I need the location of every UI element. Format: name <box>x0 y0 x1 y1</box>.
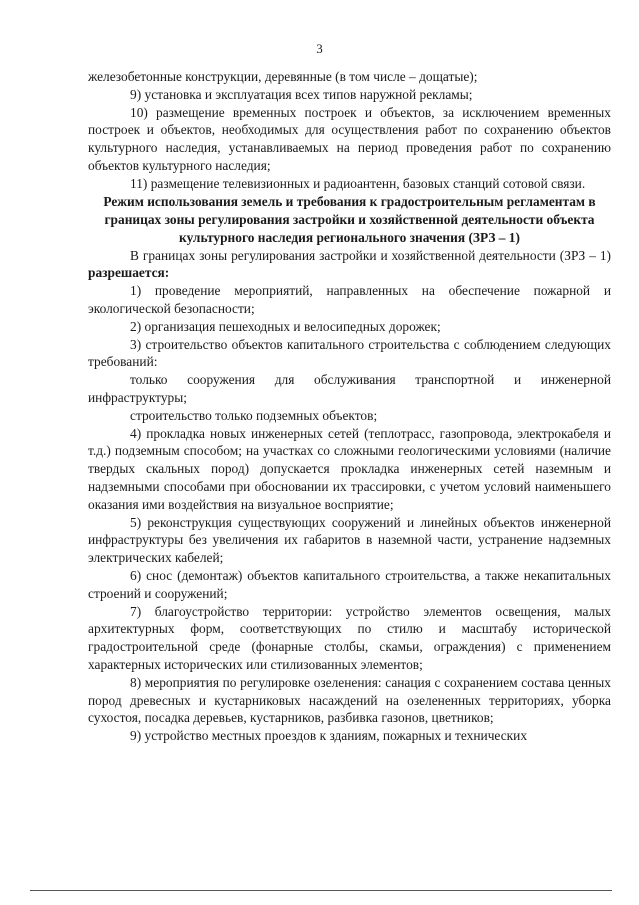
list-item: 2) организация пешеходных и велосипедных дорожек; <box>130 318 441 334</box>
list-item: 5) реконструкция существующих сооружений и линейных объектов инженерной инфраструктуры без увеличения их габаритов в наземной части, устранение надземных электрических кабелей; <box>88 514 611 566</box>
footer-divider <box>30 890 612 891</box>
paragraph: 9) установка и эксплуатация всех типов наружной рекламы; <box>130 86 473 102</box>
paragraph: 11) размещение телевизионных и радиоантенн, базовых станций сотовой связи. <box>130 175 586 191</box>
paragraph: 10) размещение временных построек и объектов, за исключением временных построек и объектов, необходимых для осуществления работ по сохранению объектов культурного наследия, устанавливаемых на период проведения работ по сохранению объектов культурного наследия; <box>88 104 611 173</box>
list-item: 1) проведение мероприятий, направленных на обеспечение пожарной и экологической безопасности; <box>88 283 611 316</box>
document-body <box>88 68 611 745</box>
intro-bold: разрешается: <box>88 265 170 281</box>
paragraph: железобетонные конструкции, деревянные (в том числе – дощатые); <box>88 69 478 84</box>
list-item: 9) устройство местных проездов к зданиям, пожарных и технических <box>130 728 528 744</box>
list-item: 3) строительство объектов капитального строительства с соблюдением следующих требований: <box>88 336 611 370</box>
section-heading: Режим использования земель и требования к градостроительным регламентам в границах зоны регулирования застройки и хозяйственной деятельности объекта культурного наследия регионального значения (ЗРЗ – 1) <box>103 193 596 245</box>
list-item: строительство только подземных объектов; <box>130 407 378 423</box>
page-number: 3 <box>316 41 323 56</box>
intro-text: В границах зоны регулирования застройки и хозяйственной деятельности (ЗРЗ – 1) <box>130 247 611 263</box>
intro-paragraph <box>88 247 611 283</box>
list-item: 4) прокладка новых инженерных сетей (теплотрасс, газопровода, электрокабеля и т.д.) подземным способом; на участках со сложными геологическими условиями (наличие твердых скальных пород) допускается прокладка инженерных сетей наземным и надземными способами при обосновании их трассировки, с учетом условий наименьшего оказания ими воздействия на визуальное восприятие; <box>88 425 611 512</box>
list-item: только сооружения для обслуживания транспортной и инженерной инфраструктуры; <box>88 372 611 405</box>
list-item: 7) благоустройство территории: устройство элементов освещения, малых архитектурных форм, соответствующих по стилю и масштабу исторической градостроительной среде (фонарные столбы, скамьи, ограждения) с применением характерных исторических или стилизованных элементов; <box>88 603 611 672</box>
list-item: 6) снос (демонтаж) объектов капитального строительства, а также некапитальных строений и сооружений; <box>88 567 611 601</box>
list-item: 8) мероприятия по регулировке озеленения: санация с сохранением состава ценных пород древесных и кустарниковых насаждений на озелененных территориях, уборка сухостоя, посадка деревьев, кустарников, разбивка газонов, цветников; <box>88 674 611 726</box>
